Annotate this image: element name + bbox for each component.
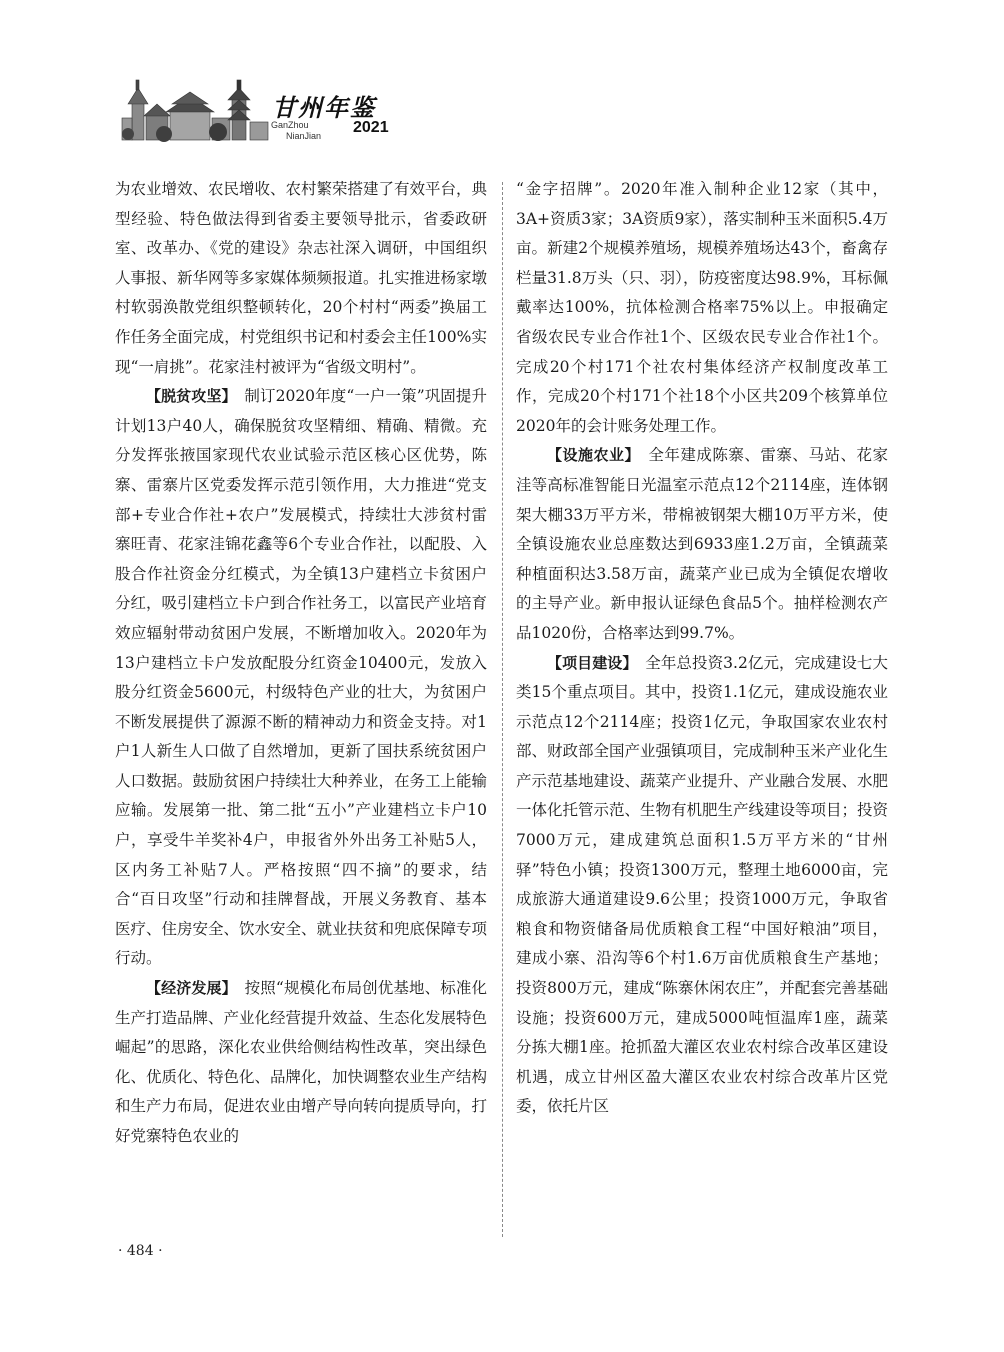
page-header — [120, 74, 420, 144]
economy-paragraph — [115, 974, 487, 1152]
right-column — [516, 175, 888, 1122]
poverty-heading: 【脱贫攻坚】 — [146, 387, 237, 406]
intro-paragraph: 为农业增效、农民增收、农村繁荣搭建了有效平台，典型经验、特色做法得到省委主要领导批示，省委政研室、改革办、《党的建设》杂志社深入调研，中国组织人事报、新华网等多家媒体频频报道。扎实推进杨家墩村软弱涣散党组织整顿转化，20个村村“两委”换届工作任务全面完成，村党组织书记和村委会主任100%实现“一肩挑”。花家洼村被评为“省级文明村”。 — [115, 180, 488, 376]
facility-paragraph — [516, 441, 888, 648]
yearbook-title-en-line2: NianJian — [286, 131, 322, 141]
facility-text: 全年建成陈寨、雷寨、马站、花家洼等高标准智能日光温室示范点12个2114座，连体钢架大棚33万平方米，带棉被钢架大棚10万平方米，使全镇设施农业总座数达到6933座1.2万亩，全镇蔬菜种植面积达3.58万亩，蔬菜产业已成为全镇促农增收的主导产业。新申报认证绿色食品5个。抽样检测农产品1020份，合格率达到99.7%。 — [516, 446, 888, 642]
projects-text: 全年总投资3.2亿元，完成建设七大类15个重点项目。其中，投资1.1亿元，建成设施农业示范点12个2114座；投资1亿元，争取国家农业农村部、财政部全国产业强镇项目，完成制种玉米产业化生产示范基地建设、蔬菜产业提升、产业融合发展、水肥一体化托管示范、生物有机肥生产线建设等项目；投资7000万元，建成建筑总面积1.5万平方米的“甘州驿”特色小镇；投资1300万元，整理土地6000亩，完成旅游大通道建设9.6公里；投资1000万元，争取省粮食和物资储备局优质粮食工程“中国好粮油”项目，建成小寨、沿沟等6个村1.6万亩优质粮食生产基地；投资800万元，建成“陈寨休闲农庄”，并配套完善基础设施；投资600万元，建成5000吨恒温库1座，蔬菜分拣大棚1座。抢抓盈大灌区农业农村综合改革区建设机遇，成立甘州区盈大灌区农业农村综合改革片区党委，依托片区 — [516, 653, 889, 1116]
page-number: · 484 · — [118, 1243, 163, 1259]
left-column — [115, 175, 487, 1152]
yearbook-title: 甘州年鉴 — [272, 93, 376, 122]
economy-text: 按照“规模化布局创优基地、标准化生产打造品牌、产业化经营提升效益、生态化发展特色崛起”的思路，深化农业供给侧结构性改革，突出绿色化、优质化、特色化、品牌化，加快调整农业生产结构和生产力布局，促进农业由增产导向转向提质导向，打好党寨特色农业的 — [115, 979, 488, 1145]
yearbook-title-en-line1: GanZhou — [271, 120, 309, 130]
pagoda-skyline-icon — [120, 74, 270, 144]
poverty-text: 制订2020年度“一户一策”巩固提升计划13户40人，确保脱贫攻坚精细、精确、精微。充分发挥张掖国家现代农业试验示范区核心区优势，陈寨、雷寨片区党委发挥示范引领作用，大力推进“党支部+专业合作社+农户”发展模式，持续壮大涉贫村雷寨旺青、花家洼锦花鑫等6个专业合作社，以配股、入股合作社资金分红模式，为全镇13户建档立卡贫困户分红，吸引建档立卡户到合作社务工，以富民产业培育效应辐射带动贫困户发展，不断增加收入。2020年为13户建档立卡户发放配股分红资金10400元，发放入股分红资金5600元，村级特色产业的壮大，为贫困户不断发展提供了源源不断的精神动力和资金支持。对1户1人新生人口做了自然增加，更新了国扶系统贫困户人口数据。鼓励贫困户持续壮大种养业，在务工上能输应输。发展第一批、第二批“五小”产业建档立卡户10户，享受牛羊奖补4户，申报省外外出务工补贴5人，区内务工补贴7人。严格按照“四不摘”的要求，结合“百日攻坚”行动和挂牌督战，开展义务教育、基本医疗、住房安全、饮水安全、就业扶贫和兜底保障专项行动。 — [115, 387, 488, 968]
economy-continued: “金字招牌”。2020年准入制种企业12家（其中，3A+资质3家；3A资质9家），落实制种玉米面积5.4万亩。新建2个规模养殖场，规模养殖场达43个，畜禽存栏量31.8万头（只、羽），防疫密度达98.9%，耳标佩戴率达100%，抗体检测合格率75%以上。申报确定省级农民专业合作社1个、区级农民专业合作社1个。完成20个村171个社农村集体经济产权制度改革工作，完成20个村171个社18个小区共209个核算单位2020年的会计账务处理工作。 — [516, 180, 888, 435]
yearbook-year: 2021 — [353, 119, 389, 136]
projects-paragraph — [516, 649, 888, 1123]
column-divider — [502, 182, 503, 1237]
projects-heading: 【项目建设】 — [547, 653, 638, 672]
facility-heading: 【设施农业】 — [547, 446, 641, 465]
poverty-paragraph — [115, 382, 487, 974]
economy-heading: 【经济发展】 — [146, 979, 237, 998]
